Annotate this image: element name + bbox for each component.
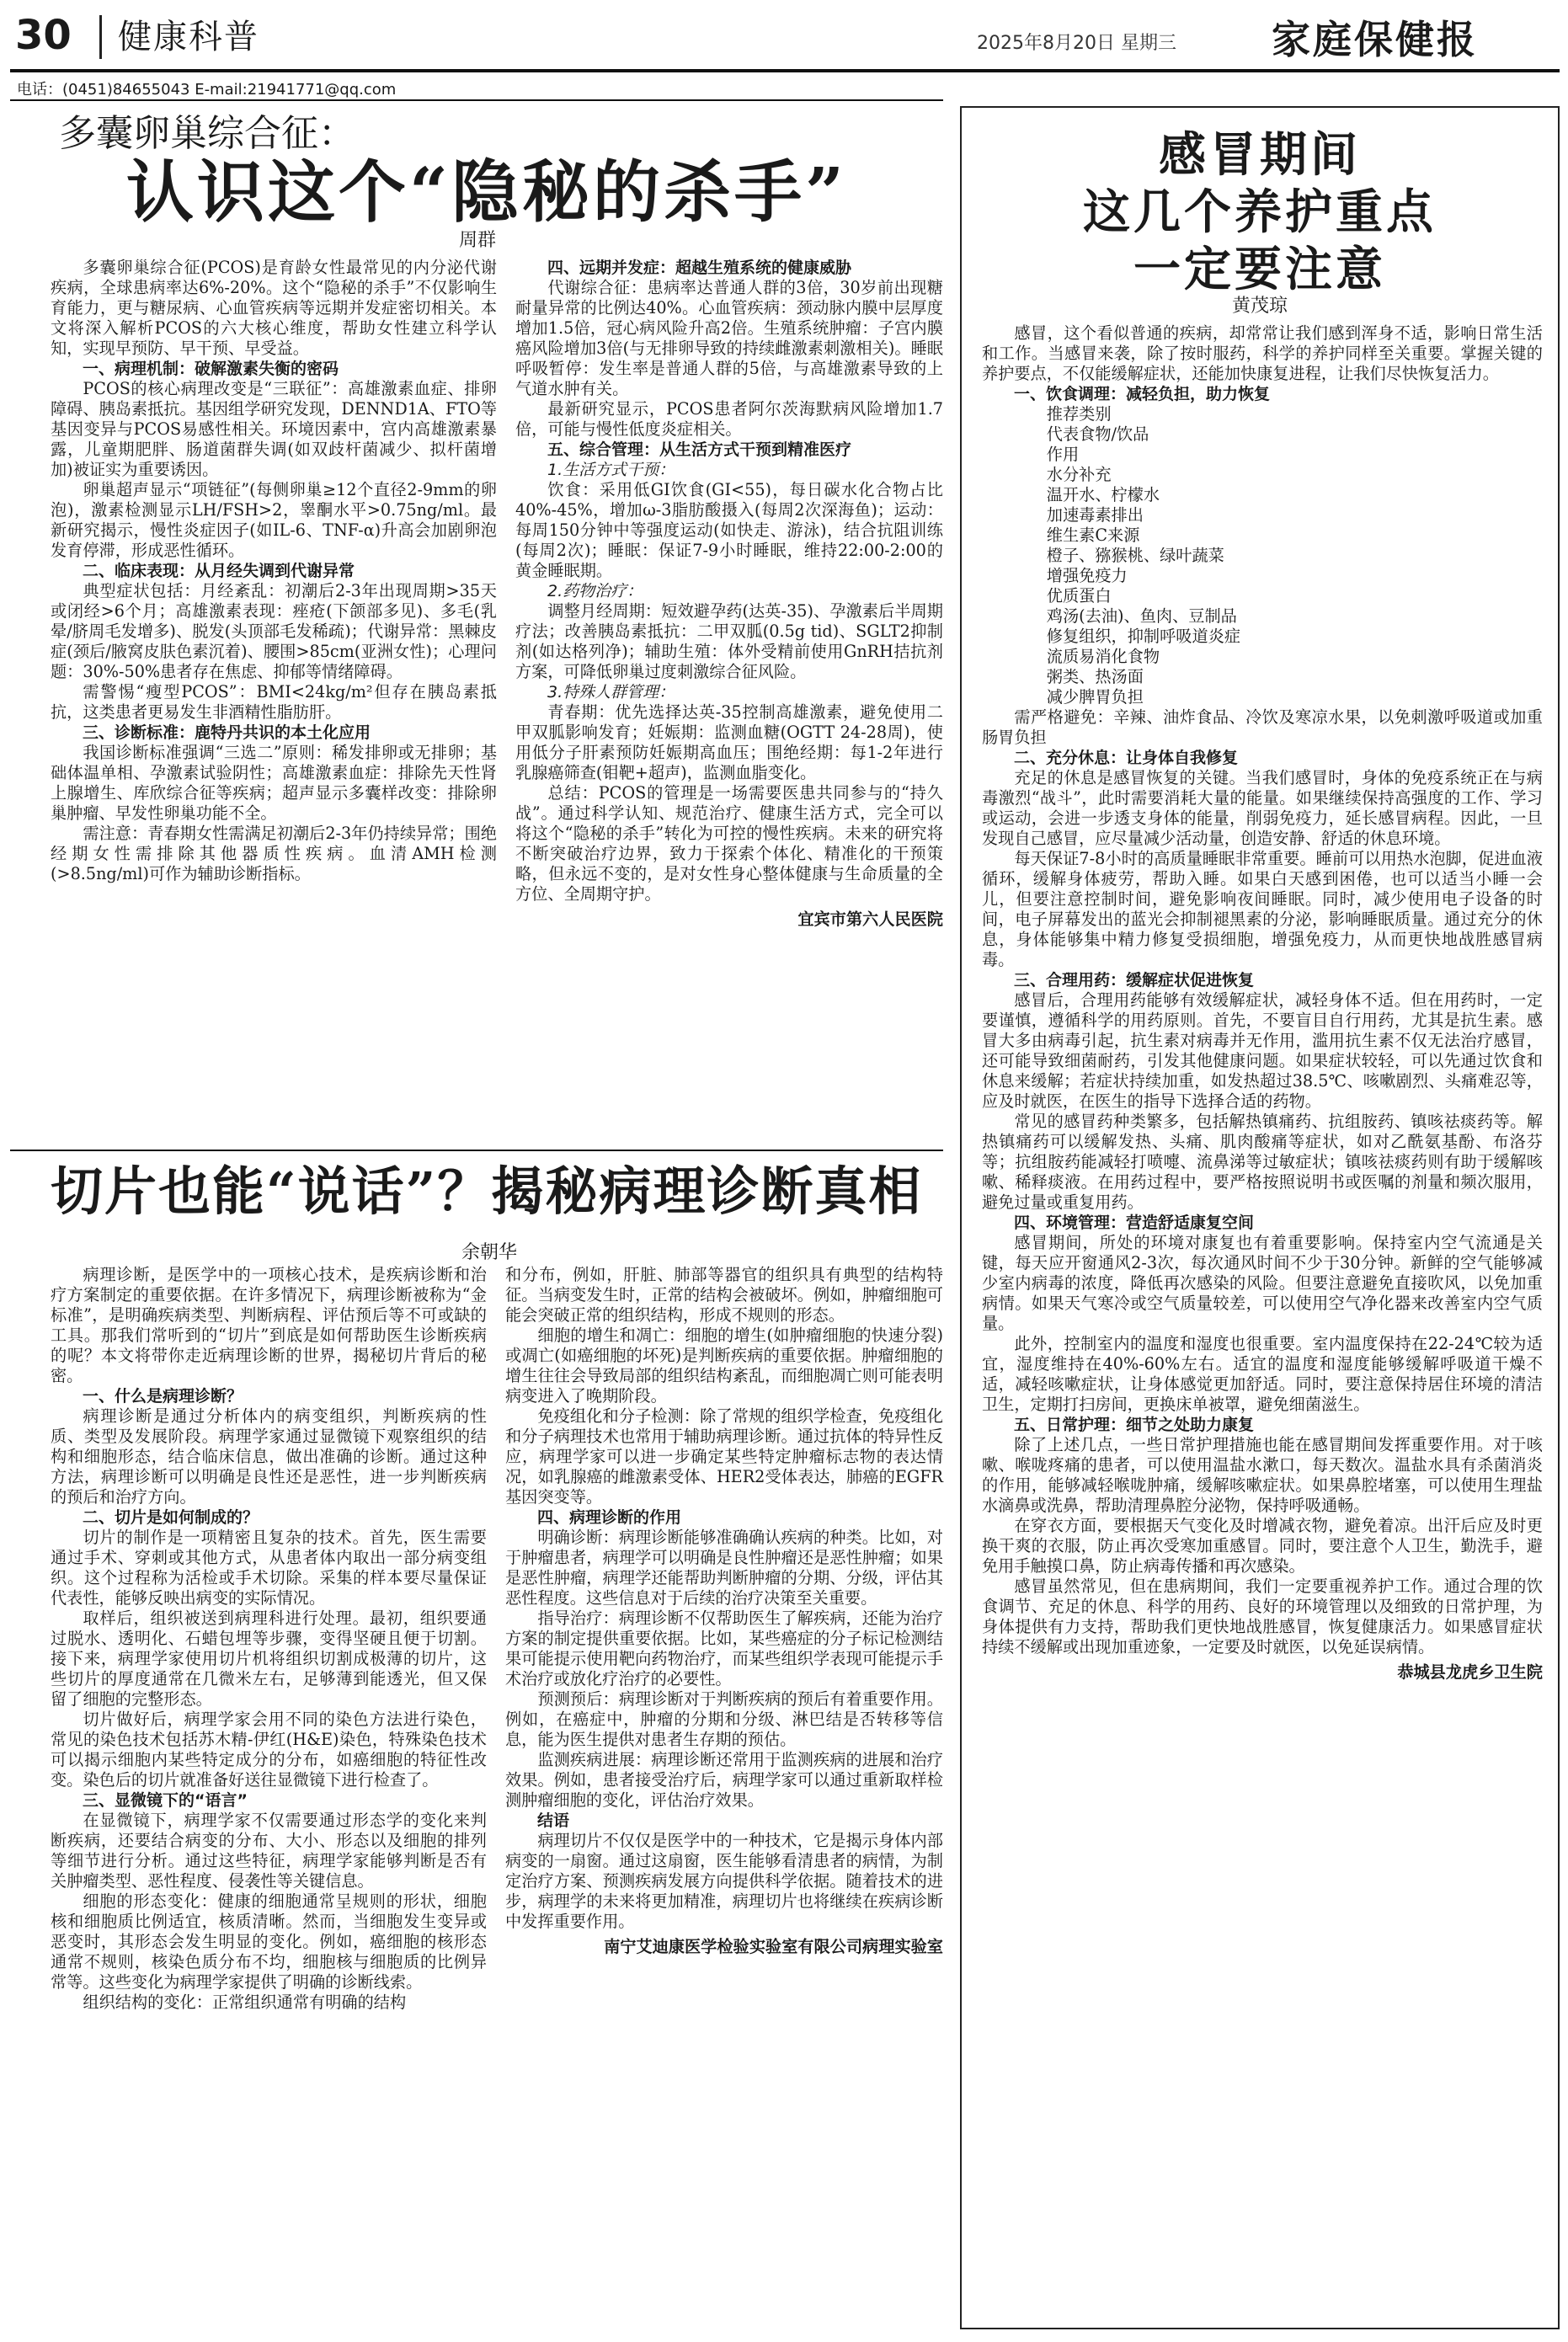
table-line: 推荐类别 [1046, 404, 1112, 424]
article1-column-1 [51, 258, 497, 884]
table-line: 水分补充 [1046, 465, 1112, 484]
paragraph: 切片做好后，病理学家会用不同的染色方法进行染色，常见的染色技术包括苏木精-伊红(H&E)染色，特殊染色技术可以揭示细胞内某些特定成分的分布，如癌细胞的特征性改变。染色后的切片就准备好送往显微镜下进行检查了。 [51, 1710, 487, 1790]
paragraph: 调整月经周期：短效避孕药(达英-35)、孕激素后半周期疗法；改善胰岛素抵抗：二甲双胍(0.5g tid)、SGLT2抑制剂(如达格列净)；辅助生殖：体外受精前使用GnRH拮抗剂方案，可降低卵巢过度刺激综合征风险。 [515, 601, 943, 681]
paragraph: 总结：PCOS的管理是一场需要医患共同参与的“持久战”。通过科学认知、规范治疗、健康生活方式，完全可以将这个“隐秘的杀手”转化为可控的慢性疾病。未来的研究将不断突破治疗边界，致力于探索个体化、精准化的干预策略，但永远不变的，是对女性身心整体健康与生命质量的全方位、全周期守护。 [515, 783, 943, 904]
paragraph: 细胞的形态变化：健康的细胞通常呈规则的形状，细胞核和细胞质比例适宜，核质清晰。然而，当细胞发生变异或恶变时，其形态会发生明显的变化。例如，癌细胞的核形态通常不规则，核染色质分布不均，细胞核与细胞质的比例异常等。这些变化为病理学家提供了明确的诊断线索。 [51, 1891, 487, 1992]
paragraph: 卵巢超声显示“项链征”(每侧卵巢≥12个直径2-9mm的卵泡)，激素检测显示LH/FSH>2，睾酮水平>0.75ng/ml。最新研究揭示，慢性炎症因子(如IL-6、TNF-α)升高会加剧卵泡发育停滞，形成恶性循环。 [51, 480, 497, 560]
table-line: 作用 [1046, 445, 1080, 464]
paragraph: 取样后，组织被送到病理科进行处理。最初，组织要通过脱水、透明化、石蜡包埋等步骤，变得坚硬且便于切割。接下来，病理学家使用切片机将组织切割成极薄的切片，这些切片的厚度通常在几微米左右，足够薄到能透光，但又保留了细胞的完整形态。 [51, 1608, 487, 1709]
section-heading: 结语 [537, 1811, 570, 1830]
paragraph: 细胞的增生和凋亡：细胞的增生(如肿瘤细胞的快速分裂)或凋亡(如癌细胞的坏死)是判断疾病的重要依据。肿瘤细胞的增生往往会导致局部的组织结构紊乱，而细胞凋亡则可能表明病变进入了晚期阶段。 [505, 1326, 943, 1406]
header-rule [10, 69, 1560, 72]
table-line: 鸡汤(去油)、鱼肉、豆制品 [1046, 606, 1237, 626]
paragraph: 病理切片不仅仅是医学中的一种技术，它是揭示身体内部病变的一扇窗。通过这扇窗，医生能够看清患者的病情，为制定治疗方案、预测疾病发展方向提供科学依据。随着技术的进步，病理学的未来将更加精准，病理切片也将继续在疾病诊断中发挥重要作用。 [505, 1831, 943, 1931]
paragraph: 需注意：青春期女性需满足初潮后2-3年仍持续异常；围绝经期女性需排除其他器质性疾病。血清AMH检测(>8.5ng/ml)可作为辅助诊断指标。 [51, 824, 497, 883]
table-line: 橙子、猕猴桃、绿叶蔬菜 [1046, 546, 1224, 565]
article1-column-2 [515, 258, 943, 930]
paragraph: 常见的感冒药种类繁多，包括解热镇痛药、抗组胺药、镇咳祛痰药等。解热镇痛药可以缓解发热、头痛、肌肉酸痛等症状，如对乙酰氨基酚、布洛芬等；抗组胺药能减轻打喷嚏、流鼻涕等过敏症状；镇咳祛痰药则有助于缓解咳嗽、稀释痰液。在用药过程中，要严格按照说明书或医嘱的剂量和频次服用，避免过量或重复用药。 [982, 1112, 1543, 1212]
section-heading: 三、合理用药：缓解症状促进恢复 [1014, 971, 1255, 990]
table-line: 修复组织，抑制呼吸道炎症 [1046, 627, 1241, 646]
header-divider [99, 15, 102, 59]
article-divider [10, 1150, 943, 1151]
table-line: 维生素C来源 [1046, 525, 1140, 545]
subsection-heading: 2.药物治疗： [547, 582, 643, 600]
paragraph: 在穿衣方面，要根据天气变化及时增减衣物，避免着凉。出汗后应及时更换干爽的衣服，防止再次受寒加重感冒。同时，要注意个人卫生，勤洗手，避免用手触摸口鼻，防止病毒传播和再次感染。 [982, 1516, 1543, 1576]
table-line: 温开水、柠檬水 [1046, 485, 1160, 504]
section-heading: 二、切片是如何制成的？ [83, 1508, 259, 1527]
table-line: 增强免疫力 [1046, 566, 1128, 585]
paragraph: 每天保证7-8小时的高质量睡眠非常重要。睡前可以用热水泡脚，促进血液循环，缓解身体疲劳，帮助入睡。如果白天感到困倦，也可以适当小睡一会儿，但要注意控制时间，避免影响夜间睡眠。同时，减少使用电子设备的时间，电子屏幕发出的蓝光会抑制褪黑素的分泌，影响睡眠质量。通过充分的休息，身体能够集中精力修复受损细胞，增强免疫力，从而更快地战胜感冒病毒。 [982, 849, 1543, 969]
section-heading: 三、诊断标准：鹿特丹共识的本土化应用 [83, 723, 371, 742]
section-heading: 四、病理诊断的作用 [537, 1508, 682, 1527]
paragraph: 此外，控制室内的温度和湿度也很重要。室内温度保持在22-24℃较为适宜，湿度维持在40%-60%左右。适宜的温度和湿度能够缓解呼吸道干燥不适，减轻咳嗽症状，让身体感觉更加舒适。同时，要注意保持居住环境的清洁卫生，定期打扫房间，更换床单被罩，避免细菌滋生。 [982, 1334, 1543, 1414]
section-heading: 一、饮食调理：减轻负担，助力恢复 [1014, 385, 1271, 403]
paragraph: 典型症状包括：月经紊乱：初潮后2-3年出现周期>35天或闭经>6个月；高雄激素表现：痤疮(下颌部多见)、多毛(乳晕/脐周毛发增多)、脱发(头顶部毛发稀疏)；代谢异常：黑棘皮症(颈后/腋窝皮肤色素沉着)、腰围>85cm(亚洲女性)；心理问题：30%-50%患者存在焦虑、抑郁等情绪障碍。 [51, 581, 497, 681]
paragraph: 监测疾病进展：病理诊断还常用于监测疾病的进展和治疗效果。例如，患者接受治疗后，病理学家可以通过重新取样检测肿瘤细胞的变化，评估治疗效果。 [505, 1750, 943, 1810]
paragraph: 组织结构的变化：正常组织通常有明确的结构 [83, 1993, 407, 2012]
source-attribution: 宜宾市第六人民医院 [797, 910, 943, 929]
paragraph: 代谢综合征：患病率达普通人群的3倍，30岁前出现糖耐量异常的比例达40%。心血管疾病：颈动脉内膜中层厚度增加1.5倍，冠心病风险升高2倍。生殖系统肿瘤：子宫内膜癌风险增加3倍(与无排卵导致的持续雌激素刺激相关)。睡眠呼吸暂停：发生率是普通人群的5倍，与高雄激素导致的上气道水肿有关。 [515, 278, 943, 398]
paragraph: 病理诊断，是医学中的一项核心技术，是疾病诊断和治疗方案制定的重要依据。在许多情况下，病理诊断被称为“金标准”，是明确疾病类型、判断病程、评估预后等不可或缺的工具。那我们常听到的“切片”到底是如何帮助医生诊断疾病的呢？本文将带你走近病理诊断的世界，揭秘切片背后的秘密。 [51, 1265, 487, 1385]
section-heading: 四、远期并发症：超越生殖系统的健康威胁 [547, 259, 852, 277]
section-heading: 一、病理机制：破解激素失衡的密码 [83, 360, 339, 378]
newspaper-name: 家庭保健报 [1272, 17, 1478, 62]
subsection-heading: 1.生活方式干预： [547, 461, 675, 479]
subsection-heading: 3.特殊人群管理： [547, 683, 675, 702]
paragraph: 病理诊断是通过分析体内的病变组织，判断疾病的性质、类型及发展阶段。病理学家通过显微镜下观察组织的结构和细胞形态，结合临床信息，做出准确的诊断。通过这种方法，病理诊断可以明确是良性还是恶性，进一步判断疾病的预后和治疗方向。 [51, 1406, 487, 1507]
paragraph: 充足的休息是感冒恢复的关键。当我们感冒时，身体的免疫系统正在与病毒激烈“战斗”，此时需要消耗大量的能量。如果继续保持高强度的工作、学习或运动，会进一步透支身体的能量，削弱免疫力，延长感冒病程。因此，一旦发现自己感冒，应尽量减少活动量，创造安静、舒适的休息环境。 [982, 768, 1543, 848]
section-heading: 二、临床表现：从月经失调到代谢异常 [83, 562, 355, 580]
article3-title-line: 这几个养护重点 [1083, 184, 1437, 240]
article3-title-line: 一定要注意 [1133, 242, 1386, 297]
table-line: 流质易消化食物 [1046, 647, 1160, 666]
paragraph: 在显微镜下，病理学家不仅需要通过形态学的变化来判断疾病，还要结合病变的分布、大小、形态以及细胞的排列等细节进行分析。通过这些特征，病理学家能够判断是否有关肿瘤类型、恶性程度、侵袭性等关键信息。 [51, 1811, 487, 1891]
article1-kicker: 多囊卵巢综合征： [59, 112, 355, 155]
article3-title-line: 感冒期间 [1159, 127, 1361, 183]
article2-title: 切片也能“说话”？揭秘病理诊断真相 [51, 1160, 923, 1222]
table-line: 减少脾胃负担 [1046, 687, 1144, 707]
article3-author: 黄茂琼 [1231, 296, 1288, 317]
article1-title: 认识这个“隐秘的杀手” [126, 152, 848, 232]
paragraph: 免疫组化和分子检测：除了常规的组织学检查，免疫组化和分子病理技术也常用于辅助病理诊断。通过抗体的特异性反应，病理学家可以进一步确定某些特定肿瘤标志物的表达情况，如乳腺癌的雌激素受体、HER2受体表达，肺癌的EGFR基因突变等。 [505, 1406, 943, 1507]
paragraph: 感冒虽然常见，但在患病期间，我们一定要重视养护工作。通过合理的饮食调节、充足的休息、科学的用药、良好的环境管理以及细致的日常护理，为身体提供有力支持，帮助我们更快地战胜感冒，恢复健康活力。如果感冒症状持续不缓解或出现加重迹象，一定要及时就医，以免延误病情。 [982, 1576, 1543, 1656]
article1-author: 周群 [459, 230, 497, 251]
paragraph: 感冒期间，所处的环境对康复也有着重要影响。保持室内空气流通是关键，每天应开窗通风2-3次，每次通风时间不少于30分钟。新鲜的空气能够减少室内病毒的浓度，降低再次感染的风险。但要注意避免直接吹风，以免加重病情。如果天气寒冷或空气质量较差，可以使用空气净化器来改善室内空气质量。 [982, 1233, 1543, 1333]
section-heading: 二、充分休息：让身体自我修复 [1014, 749, 1239, 767]
section-heading: 五、日常护理：细节之处助力康复 [1014, 1416, 1255, 1434]
article2-author: 余朝华 [461, 1242, 518, 1263]
contact-rule [10, 99, 943, 101]
paragraph: 感冒后，合理用药能够有效缓解症状，减轻身体不适。但在用药时，一定要谨慎，遵循科学的用药原则。首先，不要盲目自行用药，尤其是抗生素。感冒大多由病毒引起，抗生素对病毒并无作用，滥用抗生素不仅无法治疗感冒，还可能导致细菌耐药，引发其他健康问题。如果症状较轻，可以先通过饮食和休息来缓解；若症状持续加重，如发热超过38.5℃、咳嗽剧烈、头痛难忍等，应及时就医，在医生的指导下选择合适的药物。 [982, 990, 1543, 1111]
section-heading: 四、环境管理：营造舒适康复空间 [1014, 1214, 1255, 1232]
table-line: 粥类、热汤面 [1046, 667, 1144, 686]
paragraph: 感冒，这个看似普通的疾病，却常常让我们感到浑身不适，影响日常生活和工作。当感冒来袭，除了按时服药，科学的养护同样至关重要。掌握关键的养护要点，不仅能缓解症状，还能加快康复进程，让我们尽快恢复活力。 [982, 323, 1543, 383]
section-heading: 三、显微镜下的“语言” [83, 1791, 248, 1810]
paragraph: 除了上述几点，一些日常护理措施也能在感冒期间发挥重要作用。对于咳嗽、喉咙疼痛的患者，可以使用温盐水漱口，每天数次。温盐水具有杀菌消炎的作用，能够减轻喉咙肿痛，缓解咳嗽症状。如果鼻腔堵塞，可以使用生理盐水滴鼻或洗鼻，帮助清理鼻腔分泌物，保持呼吸通畅。 [982, 1435, 1543, 1515]
source-attribution: 南宁艾迪康医学检验实验室有限公司病理实验室 [604, 1937, 943, 1956]
article2-column-1 [51, 1265, 487, 2013]
paragraph: 需警惕“瘦型PCOS”：BMI<24kg/m²但存在胰岛素抵抗，这类患者更易发生非酒精性脂肪肝。 [51, 682, 497, 722]
section-title: 健康科普 [118, 18, 259, 56]
paragraph: 和分布，例如，肝脏、肺部等器官的组织具有典型的结构特征。当病变发生时，正常的结构会被破坏。例如，肿瘤细胞可能会突破正常的组织结构，形成不规则的形态。 [505, 1265, 943, 1325]
section-heading: 五、综合管理：从生活方式干预到精准医疗 [547, 440, 852, 459]
paragraph: 需严格避免：辛辣、油炸食品、冷饮及寒凉水果，以免刺激呼吸道或加重肠胃负担 [982, 707, 1543, 747]
issue-date: 2025年8月20日 星期三 [977, 33, 1176, 54]
paragraph: 指导治疗：病理诊断不仅帮助医生了解疾病，还能为治疗方案的制定提供重要依据。比如，某些癌症的分子标记检测结果可能提示使用靶向药物治疗，而某些组织学表现可能提示手术治疗或放化疗治疗的必要性。 [505, 1608, 943, 1688]
source-attribution: 恭城县龙虎乡卫生院 [1397, 1662, 1543, 1682]
paragraph: 预测预后：病理诊断对于判断疾病的预后有着重要作用。例如，在癌症中，肿瘤的分期和分级、淋巴结是否转移等信息，能为医生提供对患者生存期的预估。 [505, 1689, 943, 1749]
article3-title [960, 126, 1560, 298]
article2-column-2 [505, 1265, 943, 1957]
section-heading: 一、什么是病理诊断？ [83, 1387, 243, 1406]
paragraph: 青春期：优先选择达英-35控制高雄激素，避免使用二甲双胍影响发育；妊娠期：监测血糖(OGTT 24-28周)，使用低分子肝素预防妊娠期高血压；围绝经期：每1-2年进行乳腺癌筛查(钼靶+超声)，监测血脂变化。 [515, 702, 943, 782]
paragraph: 饮食：采用低GI饮食(GI<55)，每日碳水化合物占比40%-45%，增加ω-3脂肪酸摄入(每周2次深海鱼)；运动：每周150分钟中等强度运动(如快走、游泳)，结合抗阻训练(每周2次)；睡眠：保证7-9小时睡眠，维持22:00-2:00的黄金睡眠期。 [515, 480, 943, 580]
contact-info: 电话：(0451)84655043 E-mail:21941771@qq.com [17, 81, 397, 99]
paragraph: PCOS的核心病理改变是“三联征”：高雄激素血症、排卵障碍、胰岛素抵抗。基因组学研究发现，DENND1A、FTO等基因变异与PCOS易感性相关。环境因素中，宫内高雄激素暴露，儿童期肥胖、肠道菌群失调(如双歧杆菌减少、拟杆菌增加)被证实为重要诱因。 [51, 379, 498, 479]
article3-body [982, 323, 1543, 1683]
paragraph: 明确诊断：病理诊断能够准确确认疾病的种类。比如，对于肿瘤患者，病理学可以明确是良性肿瘤还是恶性肿瘤；如果是恶性肿瘤，病理学还能帮助判断肿瘤的分期、分级，评估其恶性程度。这些信息对于后续的治疗决策至关重要。 [505, 1528, 943, 1608]
table-line: 加速毒素排出 [1046, 505, 1144, 525]
paragraph: 切片的制作是一项精密且复杂的技术。首先，医生需要通过手术、穿刺或其他方式，从患者体内取出一部分病变组织。这个过程称为活检或手术切除。采集的样本要尽量保证代表性，能够反映出病变的实际情况。 [51, 1528, 487, 1608]
paragraph: 最新研究显示，PCOS患者阿尔茨海默病风险增加1.7倍，可能与慢性低度炎症相关。 [515, 399, 943, 439]
paragraph: 多囊卵巢综合征(PCOS)是育龄女性最常见的内分泌代谢疾病，全球患病率达6%-20%。这个“隐秘的杀手”不仅影响生育能力，更与糖尿病、心血管疾病等远期并发症密切相关。本文将深入解析PCOS的六大核心维度，帮助女性建立科学认知，实现早预防、早干预、早受益。 [51, 258, 497, 358]
paragraph: 我国诊断标准强调“三选二”原则：稀发排卵或无排卵；基础体温单相、孕激素试验阴性；高雄激素血症：排除先天性肾上腺增生、库欣综合征等疾病；超声显示多囊样改变：排除卵巢肿瘤、早发性卵巢功能不全。 [51, 743, 497, 823]
page-number: 30 [15, 12, 72, 59]
table-line: 优质蛋白 [1046, 586, 1112, 606]
table-line: 代表食物/饮品 [1046, 424, 1149, 444]
